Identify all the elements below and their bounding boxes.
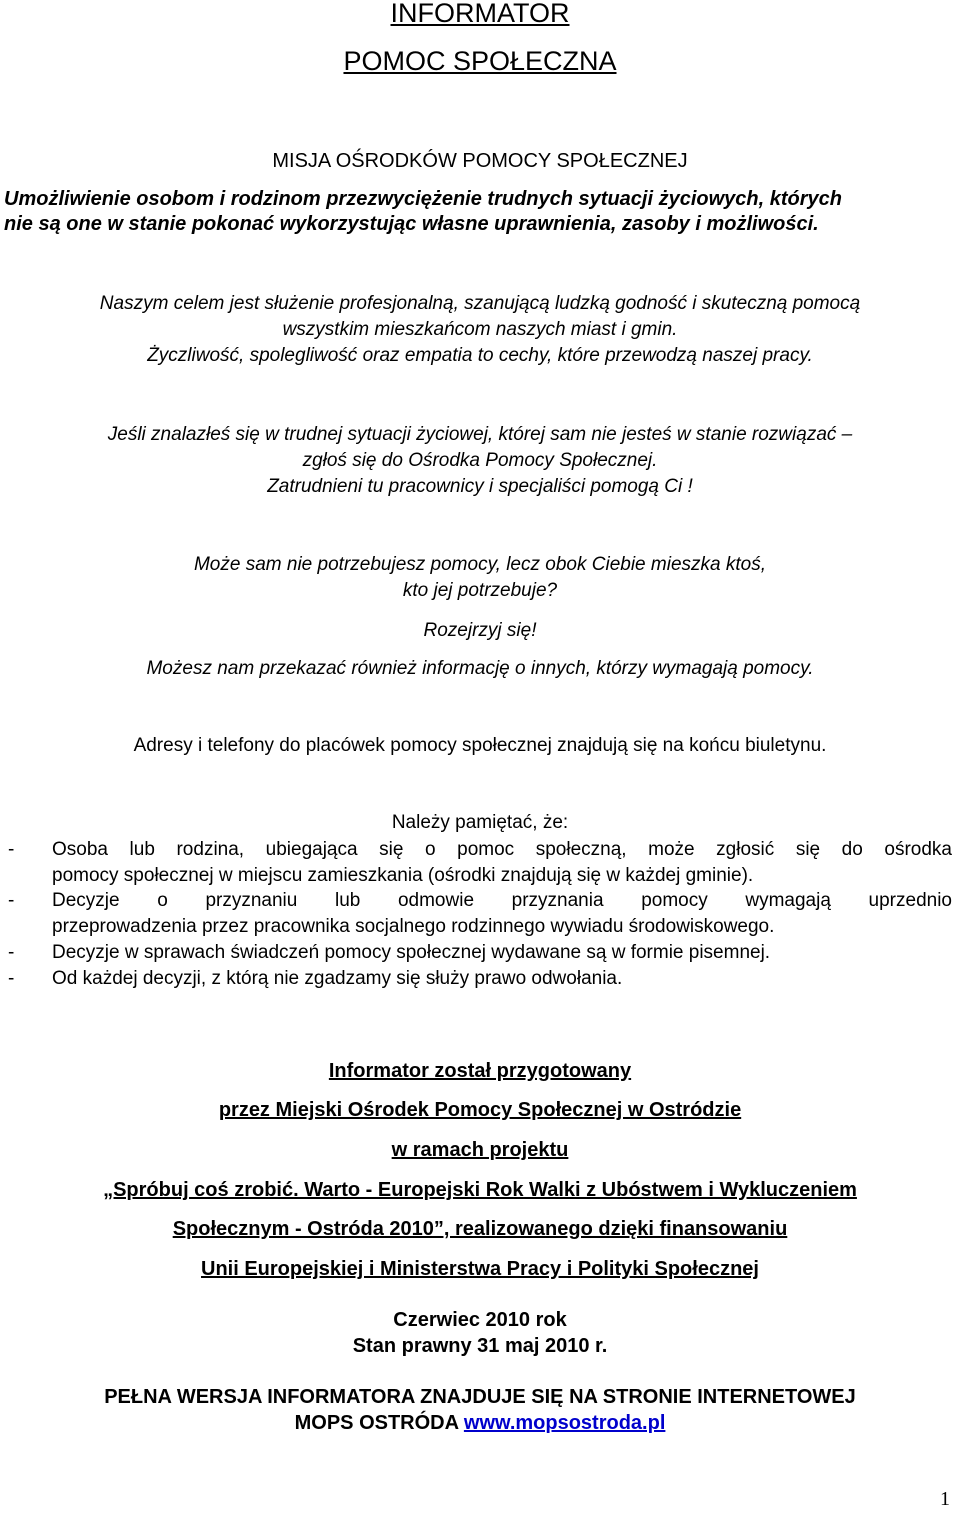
list-item-line-1: Decyzje w sprawach świadczeń pomocy społecznej wydawane są w formie pisemnej. [52, 942, 771, 963]
page-number: 1 [940, 1488, 950, 1510]
goal-line-1: Naszym celem jest służenie profesjonalną, szanującą ludzką godność i skuteczną pomocą [99, 293, 861, 314]
list-item-line-1: Osoba lub rodzina, ubiegająca się o pomoc społeczną, może zgłosić się do ośrodka [52, 839, 952, 860]
others-line-1: Może sam nie potrzebujesz pomocy, lecz obok Ciebie mieszka ktoś, [193, 554, 766, 575]
others-line-4: Możesz nam przekazać również informację o innych, którzy wymagają pomocy. [146, 658, 814, 679]
credits-line-6: Unii Europejskiej i Ministerstwa Pracy i Polityki Społecznej [201, 1258, 759, 1280]
list-item-line-2: pomocy społecznej w miejscu zamieszkania (ośrodki znajdują się w każdej gminie). [52, 865, 754, 886]
addresses-note: Adresy i telefony do placówek pomocy społecznej znajdują się na końcu biuletynu. [133, 735, 827, 756]
others-line-2: kto jej potrzebuje? [402, 580, 558, 601]
help-line-3: Zatrudnieni tu pracownicy i specjaliści pomogą Ci ! [267, 476, 693, 497]
document-subtitle: POMOC SPOŁECZNA [343, 46, 617, 76]
footer-line-1: PEŁNA WERSJA INFORMATORA ZNAJDUJE SIĘ NA STRONIE INTERNETOWEJ [104, 1386, 856, 1408]
dash-bullet: - [8, 839, 15, 860]
dash-bullet: - [8, 942, 15, 963]
goal-line-2: wszystkim mieszkańcom naszych miast i gmin. [282, 319, 678, 340]
credits-line-1: Informator został przygotowany [328, 1060, 632, 1082]
remember-heading: Należy pamiętać, że: [391, 812, 569, 833]
credits-legal-status: Stan prawny 31 maj 2010 r. [352, 1335, 608, 1357]
credits-line-3: w ramach projektu [391, 1139, 569, 1161]
website-link[interactable]: www.mopsostroda.pl [463, 1412, 666, 1434]
mission-heading: MISJA OŚRODKÓW POMOCY SPOŁECZNEJ [272, 150, 688, 172]
credits-line-4: „Spróbuj coś zrobić. Warto - Europejski Rok Walki z Ubóstwem i Wykluczeniem [103, 1179, 857, 1201]
list-item-line-1: Decyzje o przyznaniu lub odmowie przyznania pomocy wymagają uprzednio [52, 890, 952, 911]
help-line-1: Jeśli znalazłeś się w trudnej sytuacji życiowej, której sam nie jesteś w stanie rozwiązać – [107, 424, 853, 445]
credits-line-2: przez Miejski Ośrodek Pomocy Społecznej w Ostródzie [218, 1099, 742, 1121]
list-item-line-1: Od każdej decyzji, z którą nie zgadzamy się służy prawo odwołania. [52, 968, 623, 989]
footer-prefix: MOPS OSTRÓDA [294, 1412, 464, 1434]
document-title: INFORMATOR [390, 0, 570, 28]
mission-line-1: Umożliwienie osobom i rodzinom przezwyciężenie trudnych sytuacji życiowych, których [4, 188, 842, 210]
dash-bullet: - [8, 968, 15, 989]
footer-line-2 [0, 1412, 960, 1435]
mission-line-2: nie są one w stanie pokonać wykorzystując własne uprawnienia, zasoby i możliwości. [4, 213, 819, 235]
credits-date: Czerwiec 2010 rok [393, 1309, 567, 1331]
others-line-3: Rozejrzyj się! [423, 620, 537, 641]
dash-bullet: - [8, 890, 15, 911]
credits-line-5: Społecznym - Ostróda 2010”, realizowanego dzięki finansowaniu [172, 1218, 788, 1240]
list-item-line-2: przeprowadzenia przez pracownika socjalnego rodzinnego wywiadu środowiskowego. [52, 916, 775, 937]
help-line-2: zgłoś się do Ośrodka Pomocy Społecznej. [302, 450, 658, 471]
goal-line-3: Życzliwość, spolegliwość oraz empatia to cechy, które przewodzą naszej pracy. [147, 345, 813, 366]
